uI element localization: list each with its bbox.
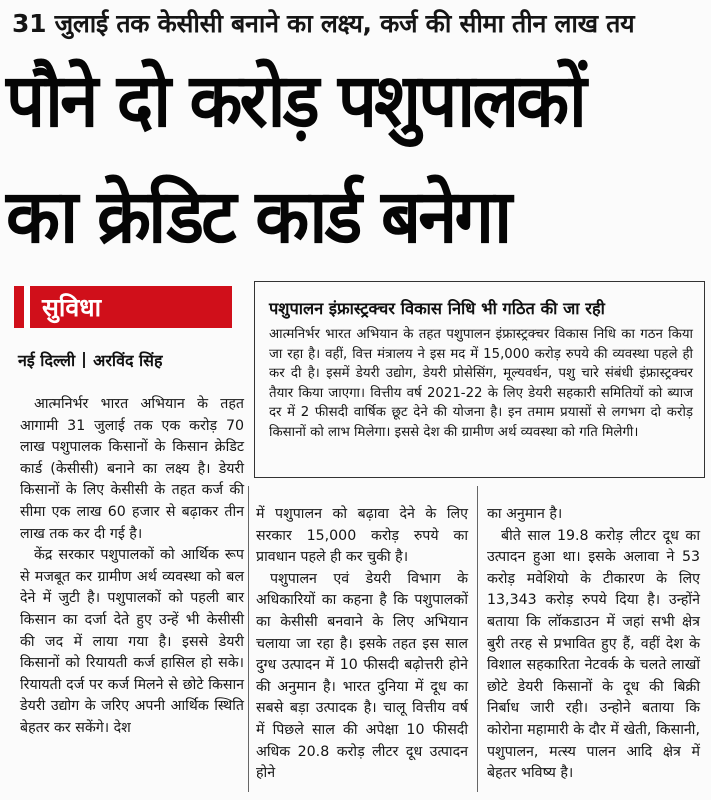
- byline-place: नई दिल्ली: [18, 351, 76, 370]
- column-divider-2: [477, 486, 478, 792]
- article-column-3: [487, 504, 700, 785]
- main-headline-line-2: का क्रेडिट कार्ड बनेगा: [6, 174, 510, 260]
- byline-author: अरविंद सिंह: [93, 351, 163, 370]
- section-tag-strip: [24, 286, 30, 328]
- article-paragraph: पशुपालन एवं डेयरी विभाग के अधिकारियों का कहना है कि पशुपालकों का केसीसी बनवाने के लिए अभियान चलाया जा रहा है। इसके तहत इस साल दुग्ध उत्पादन में 10 फीसदी बढ़ोत्तरी होने की अनुमान है। भारत दुनिया में दूध का सबसे बड़ा उत्पादक है। चालू वित्तीय वर्ष में पिछले साल की अपेक्षा 10 फीसदी अधिक 20.8 करोड़ लीटर दूध उत्पादन होने: [256, 570, 468, 782]
- article-paragraph: में पशुपालन को बढ़ावा देने के लिए सरकार 15,000 करोड़ रुपये का प्रावधान पहले ही कर चुकी है।: [256, 506, 468, 566]
- sidebar-box: [254, 281, 705, 478]
- article-paragraph: आत्मनिर्भर भारत अभियान के तहत आगामी 31 जुलाई तक एक करोड़ 70 लाख पशुपालक किसानों के किसान क्रेडिट कार्ड (केसीसी) बनाने का लक्ष्य है। डेयरी किसानों के लिए केसीसी के तहत कर्ज की सीमा एक लाख 60 हजार से बढ़ाकर तीन लाख तक कर दी गई है।: [20, 396, 244, 542]
- article-paragraph: बीते साल 19.8 करोड़ लीटर दूध का उत्पादन हुआ था। इसके अलावा ने 53 करोड़ मवेशियो के टीकारण के लिए 13,343 करोड़ रुपये दिया है। उन्होंने बताया कि लॉकडाउन में जहां सभी क्षेत्र बुरी तरह से प्रभावित हुए हैं, वहीं देश के विशाल सहकारिता नेटवर्क के चलते लाखों छोटे डेयरी किसानों के दूध की बिक्री निर्बाध जारी रही। उन्होने बताया कि कोरोना महामारी के दौर में खेती, किसानी, पशुपालन, मत्स्य पालन आदि क्षेत्र में बेहतर भविष्य है।: [487, 527, 700, 782]
- article-paragraph: का अनुमान है।: [487, 506, 563, 522]
- byline-separator: [83, 352, 85, 368]
- section-tag: [14, 286, 232, 328]
- column-divider-1: [248, 486, 249, 792]
- kicker-headline: 31 जुलाई तक केसीसी बनाने का लक्ष्य, कर्ज की सीमा तीन लाख तय: [12, 9, 635, 38]
- sidebar-box-title: पशुपालन इंफ्रास्ट्रक्चर विकास निधि भी गठित की जा रही: [269, 299, 605, 318]
- article-column-1: [20, 394, 244, 740]
- article-paragraph: केंद्र सरकार पशुपालकों को आर्थिक रूप से मजबूत कर ग्रामीण अर्थ व्यवस्था को बल देने में जुटी है। पशुपालकों को पहली बार किसान का दर्जा देते हुए उन्हें भी केसीसी की जद में लाया गया है। इससे डेयरी किसानों को रियायती कर्ज हासिल हो सके। रियायती दर्ज पर कर्ज मिलने से छोटे किसान डेयरी उद्योग के जरिए अपनी आर्थिक स्थिति बेहतर कर सकेंगे। देश: [20, 547, 244, 736]
- sidebar-box-body: आत्मनिर्भर भारत अभियान के तहत पशुपालन इंफ्रास्ट्रक्चर विकास निधि का गठन किया जा रहा है। वहीं, वित्त मंत्रालय ने इस मद में 15,000 करोड़ रुपये की व्यवस्था पहले ही कर दी है। इसमें डेयरी उद्योग, डेयरी प्रोसेसिंग, मूल्यवर्धन, पशु चारे संबंधी इंफ्रास्ट्रक्चर तैयार किया जाएगा। वित्तीय वर्ष 2021-22 के लिए डेयरी सहकारी समितियों को ब्याज दर में 2 फीसदी वार्षिक छूट देने की योजना है। इन तमाम प्रयासों से लगभग दो करोड़ किसानों को लाभ मिलेगा। इससे देश की ग्रामीण अर्थ व्यवस्था को गति मिलेगी।: [269, 327, 693, 440]
- byline: [18, 349, 163, 371]
- article-column-2: [256, 504, 468, 785]
- section-tag-label: सुविधा: [42, 293, 102, 322]
- main-headline-line-1: पौने दो करोड़ पशुपालकों: [6, 58, 585, 144]
